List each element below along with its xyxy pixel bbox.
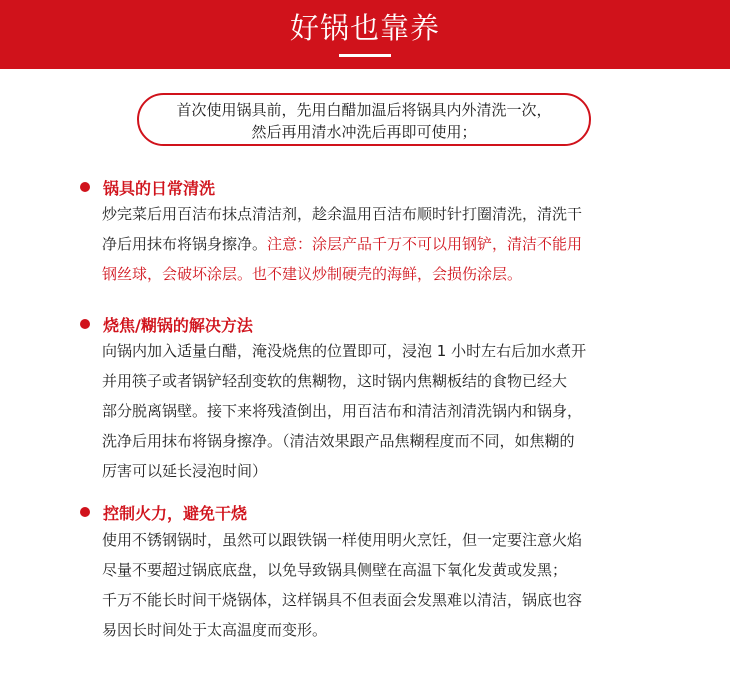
section-body-burnt-pot bbox=[102, 336, 642, 486]
section-title-burnt-pot: 烧焦/糊锅的解决方法 bbox=[103, 316, 253, 335]
bullet-dot bbox=[80, 319, 90, 329]
body-line: 部分脱离锅壁。接下来将残渣倒出，用百洁布和清洁剂清洗锅内和锅身， bbox=[102, 402, 583, 420]
body-line: 使用不锈钢锅时，虽然可以跟铁锅一样使用明火烹饪，但一定要注意火焰 bbox=[102, 531, 583, 549]
bullet-dot bbox=[80, 182, 90, 192]
body-line: 炒完菜后用百洁布抹点清洁剂，趁余温用百洁布顺时针打圈清洗，清洗干 bbox=[102, 205, 583, 223]
section-title-heat-control: 控制火力，避免干烧 bbox=[103, 504, 248, 523]
body-line: 千万不能长时间干烧锅体，这样锅具不但表面会发黑难以清洁，锅底也容 bbox=[102, 591, 583, 609]
bullet-dot bbox=[80, 507, 90, 517]
intro-line-1: 首次使用锅具前，先用白醋加温后将锅具内外清洗一次， bbox=[176, 101, 552, 119]
body-line: 尽量不要超过锅底底盘，以免导致锅具侧壁在高温下氧化发黄或发黑； bbox=[102, 561, 568, 579]
intro-note bbox=[137, 93, 591, 146]
body-line: 洗净后用抹布将锅身擦净。（清洁效果跟产品焦糊程度而不同，如焦糊的 bbox=[102, 432, 575, 450]
body-line: 并用筷子或者锅铲轻刮变软的焦糊物，这时锅内焦糊板结的食物已经大 bbox=[102, 372, 568, 390]
body-line: 易因长时间处于太高温度而变形。 bbox=[102, 621, 328, 639]
body-line: 向锅内加入适量白醋，淹没烧焦的位置即可，浸泡 1 小时左右后加水煮开 bbox=[102, 342, 587, 360]
section-body-daily-cleaning bbox=[102, 199, 642, 289]
header-banner bbox=[0, 0, 730, 69]
title-underline bbox=[339, 54, 391, 57]
page-title: 好锅也靠养 bbox=[289, 11, 440, 45]
warning-text: 注意：涂层产品千万不可以用钢铲，清洁不能用 bbox=[267, 235, 583, 253]
intro-line-2: 然后再用清水冲洗后再即可使用； bbox=[251, 123, 477, 141]
section-body-heat-control bbox=[102, 525, 642, 645]
body-text: 净后用抹布将锅身擦净。 bbox=[102, 235, 268, 253]
section-title-daily-cleaning: 锅具的日常清洗 bbox=[103, 179, 216, 198]
body-line bbox=[102, 229, 642, 259]
body-line: 厉害可以延长浸泡时间） bbox=[102, 462, 268, 480]
warning-line: 钢丝球，会破坏涂层。也不建议炒制硬壳的海鲜，会损伤涂层。 bbox=[102, 265, 523, 283]
